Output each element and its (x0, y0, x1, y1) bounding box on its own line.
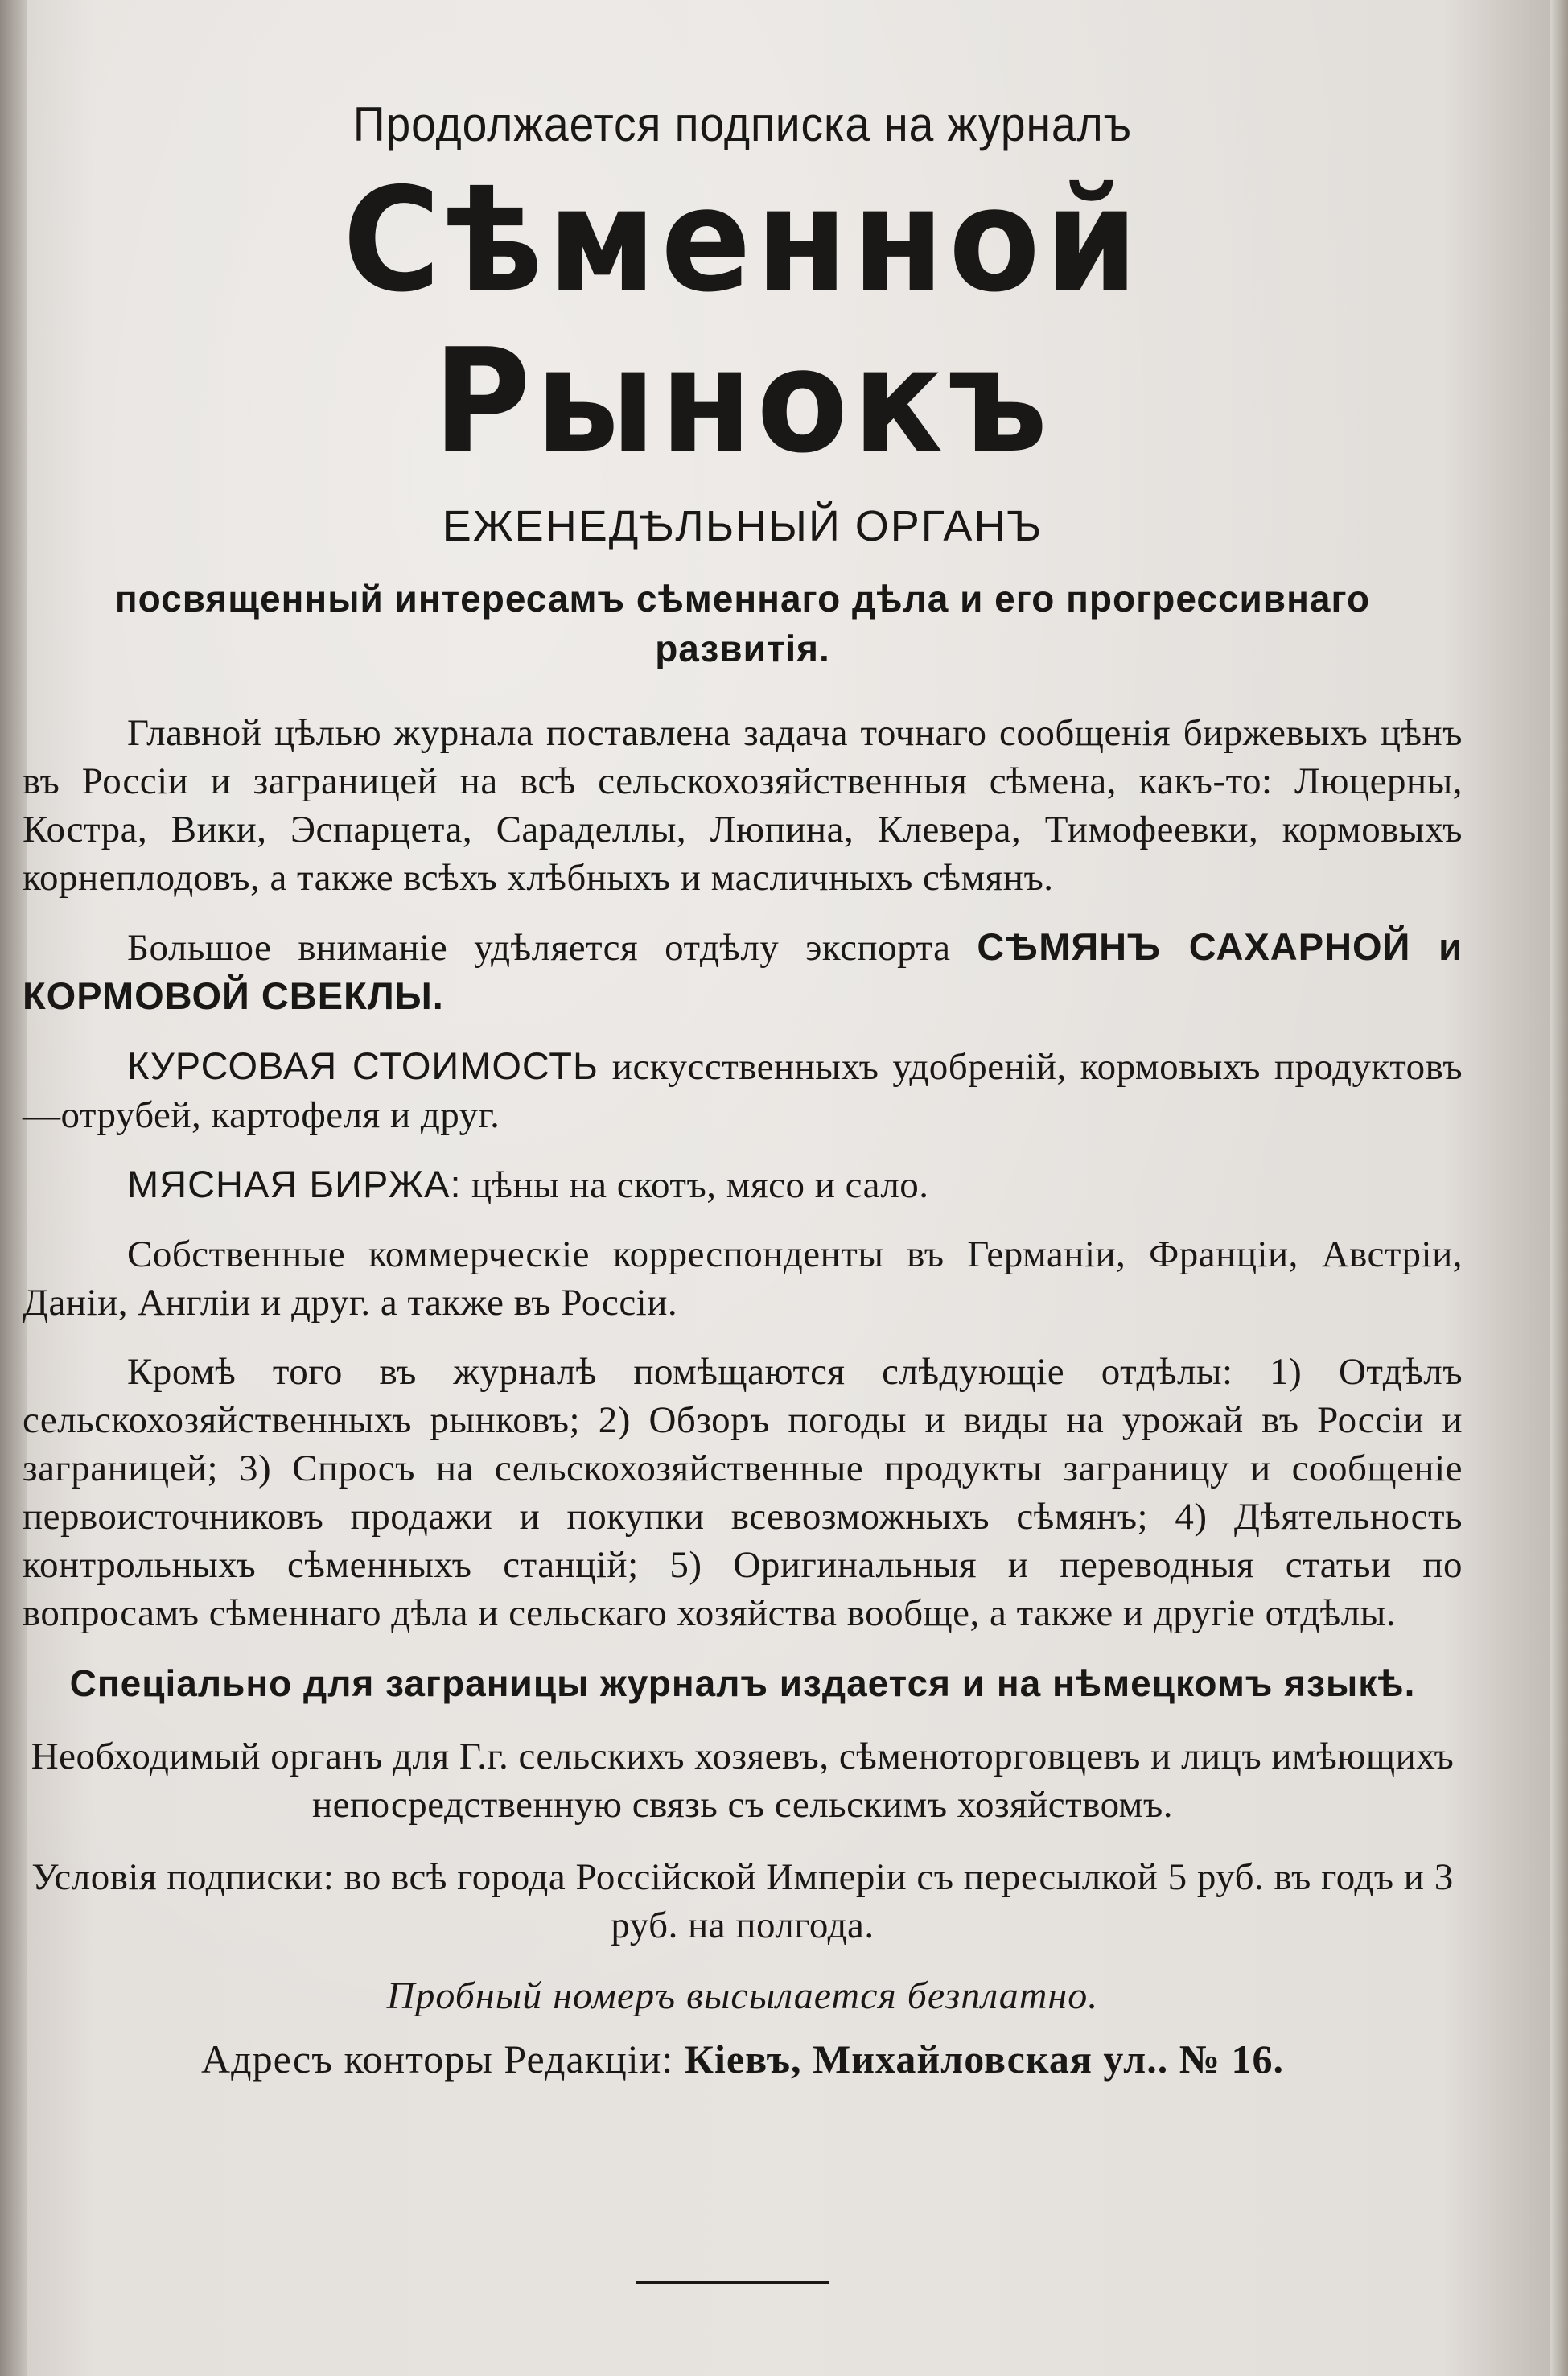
free-sample-note: Пробный номеръ высылается безплатно. (386, 1975, 1099, 2017)
export-text: Большое вниманіе удѣляется отдѣлу экспорта (127, 927, 951, 969)
meat-exchange-heading: МЯСНАЯ БИРЖА: (127, 1163, 462, 1205)
devoted-line: посвященный интересамъ сѣменнаго дѣла и его прогрессивнаго развитія. (114, 578, 1371, 669)
export-bold-text: СѢМЯНЪ САХАРНОЙ и КОРМОВОЙ СВЕКЛЫ. (23, 925, 1463, 1017)
paragraph-export (23, 923, 1463, 1021)
advertisement (23, 97, 1463, 2082)
paragraph-main-goal: Главной цѣлью журнала поставлена задача точнаго сообщенія биржевыхъ цѣнъ въ Россіи и заграницей на всѣ сельскохозяйственныя сѣмена, какъ-то: Люцерны, Костра, Вики, Эспарцета, Сараделлы, Люпина, Клевера, Тимофеевки, кормовыхъ корнеплодовъ, а также всѣхъ хлѣбныхъ и масличныхъ сѣмянъ. (23, 712, 1463, 899)
paragraph-sections: Кромѣ того въ журналѣ помѣщаются слѣдующіе отдѣлы: 1) Отдѣлъ сельскохозяйственныхъ рынковъ; 2) Обзоръ погоды и виды на урожай въ Россіи и заграницей; 3) Спросъ на сельскохозяйственные продукты заграницу и сообщеніе первоисточниковъ продажи и покупки всевозможныхъ сѣмянъ; 4) Дѣятельность контрольныхъ сѣменныхъ станцій; 5) Оригинальныя и переводныя статьи по вопросамъ сѣменнаго дѣла и сельскаго хозяйства вообще, а также и другіе отдѣлы. (23, 1351, 1463, 1634)
bottom-rule (636, 2281, 829, 2284)
address-label: Адресъ конторы Редакціи: (201, 2036, 674, 2082)
paragraph-course-value (23, 1042, 1463, 1139)
subscription-terms: Условія подписки: во всѣ города Россійской Имперіи съ пересылкой 5 руб. въ годъ и 3 руб. на полгода. (31, 1856, 1454, 1946)
paragraph-meat-exchange (23, 1160, 1463, 1209)
editorial-address (23, 2036, 1463, 2082)
special-edition-note: Спеціально для заграницы журналъ издается и на нѣмецкомъ языкѣ. (69, 1662, 1416, 1704)
course-value-heading: КУРСОВАЯ СТОИМОСТЬ (127, 1044, 599, 1087)
paragraph-correspondents: Собственные коммерческіе корреспонденты въ Германіи, Франціи, Австріи, Даніи, Англіи и друг. а также въ Россіи. (23, 1233, 1463, 1324)
page-right-edge (1550, 0, 1568, 2376)
meat-exchange-text: цѣны на скотъ, мясо и сало. (471, 1164, 929, 1206)
subtitle: ЕЖЕНЕДѢЛЬНЫЙ ОРГАНЪ (442, 502, 1043, 550)
address-value: Кіевъ, Михайловская ул.. № 16. (684, 2036, 1284, 2082)
journal-title: Сѣменной Рынокъ (343, 157, 1142, 484)
lead-line: Продолжается подписка на журналъ (352, 97, 1133, 151)
course-value-text: искусственныхъ удобреній, кормовыхъ продуктовъ—отрубей, картофеля и друг. (23, 1046, 1463, 1136)
necessary-organ: Необходимый органъ для Г.г. сельскихъ хозяевъ, сѣменоторговцевъ и лицъ имѣющихъ непосредственную связь съ сельскимъ хозяйствомъ. (31, 1736, 1455, 1826)
